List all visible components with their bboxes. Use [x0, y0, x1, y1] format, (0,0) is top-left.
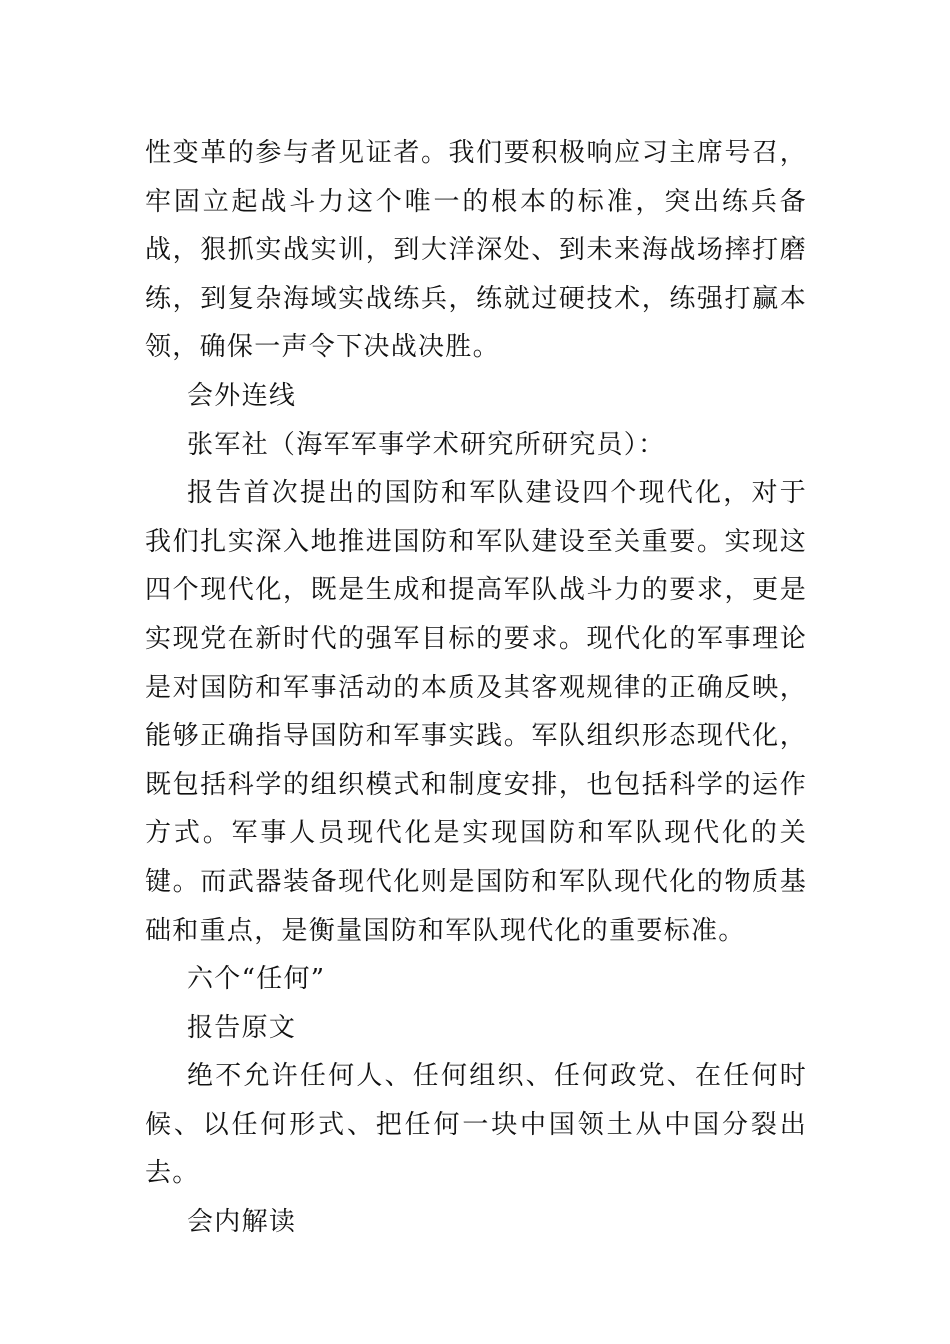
paragraph-four-modernizations: 报告首次提出的国防和军队建设四个现代化，对于我们扎实深入地推进国防和军队建设至关重要。实现这四个现代化，既是生成和提高军队战斗力的要求，更是实现党在新时代的强军目标的要求。现代化的军事理论是对国防和军事活动的本质及其客观规律的正确反映，能够正确指导国防和军事实践。军队组织形态现代化，既包括科学的组织模式和制度安排，也包括科学的运作方式。军事人员现代化是实现国防和军队现代化的关键。而武器装备现代化则是国防和军队现代化的物质基础和重点，是衡量国防和军队现代化的重要标准。: [145, 478, 807, 946]
subheading-inside-interpretation: 会内解读: [187, 1207, 297, 1238]
paragraph-quote: 绝不允许任何人、任何组织、任何政党、在任何时候、以任何形式、把任何一块中国领土从中国分裂出去。: [145, 1061, 807, 1189]
paragraph-continuation: 性变革的参与者见证者。我们要积极响应习主席号召，牢固立起战斗力这个唯一的根本的标准，突出练兵备战，狠抓实战实训，到大洋深处、到未来海战场摔打磨练，到复杂海域实战练兵，练就过硬技术，练强打赢本领，确保一声令下决战决胜。: [145, 138, 807, 363]
section-heading-outside-connection: 会外连线: [187, 380, 297, 411]
subheading-report-original: 报告原文: [187, 1012, 297, 1043]
section-heading-six-any: 六个“任何”: [187, 964, 326, 995]
document-page: [145, 129, 807, 1247]
speaker-line: 张军社（海军军事学术研究所研究员）：: [187, 429, 666, 460]
